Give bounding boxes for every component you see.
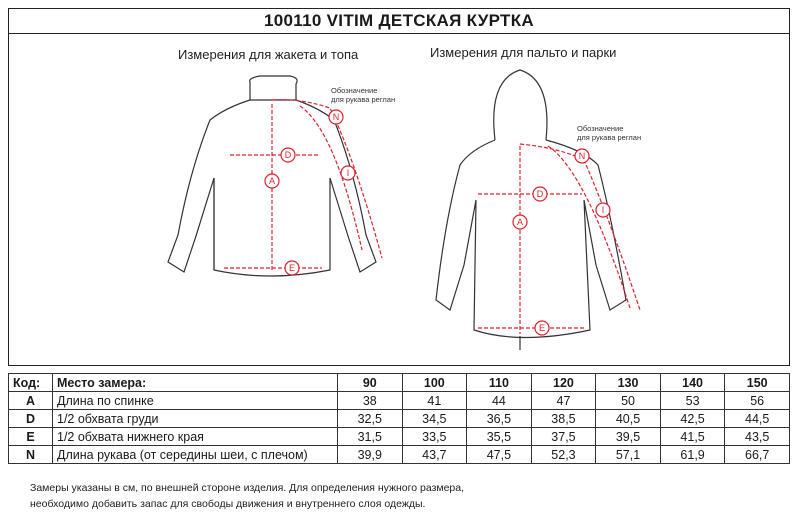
parka-d-label: D xyxy=(536,189,544,199)
parka-i-label: I xyxy=(601,205,605,215)
row-name: 1/2 обхвата нижнего края xyxy=(53,428,338,446)
jacket-a-label: A xyxy=(268,176,276,186)
row-value: 33,5 xyxy=(402,428,467,446)
parka-n-label: N xyxy=(578,151,586,161)
jacket-diagram-title: Измерения для жакета и топа xyxy=(178,47,359,62)
parka-hood xyxy=(494,70,547,140)
size-header: 110 xyxy=(467,374,532,392)
row-value: 35,5 xyxy=(467,428,532,446)
row-code: A xyxy=(9,392,53,410)
jacket-i-label: I xyxy=(346,168,350,178)
row-value: 50 xyxy=(596,392,661,410)
size-table xyxy=(8,373,790,464)
jacket-d-label: D xyxy=(284,150,292,160)
row-value: 38,5 xyxy=(531,410,596,428)
size-table-header xyxy=(9,374,790,392)
row-value: 41 xyxy=(402,392,467,410)
table-row xyxy=(9,428,790,446)
row-value: 47 xyxy=(531,392,596,410)
row-name: Длина по спинке xyxy=(53,392,338,410)
row-value: 39,9 xyxy=(338,446,403,464)
parka-diagram-title: Измерения для пальто и парки xyxy=(430,45,617,60)
row-name: 1/2 обхвата груди xyxy=(53,410,338,428)
row-value: 40,5 xyxy=(596,410,661,428)
row-value: 44,5 xyxy=(725,410,790,428)
place-header: Место замера: xyxy=(53,374,338,392)
jacket-collar xyxy=(250,76,297,100)
row-value: 43,5 xyxy=(725,428,790,446)
row-code: D xyxy=(9,410,53,428)
row-value: 52,3 xyxy=(531,446,596,464)
row-value: 56 xyxy=(725,392,790,410)
jacket-e-label: E xyxy=(288,263,296,273)
row-value: 31,5 xyxy=(338,428,403,446)
size-header: 120 xyxy=(531,374,596,392)
parka-a-label: A xyxy=(516,217,524,227)
table-row xyxy=(9,410,790,428)
row-code: N xyxy=(9,446,53,464)
size-header: 90 xyxy=(338,374,403,392)
jacket-n-label: N xyxy=(332,112,340,122)
footnote xyxy=(30,480,464,512)
row-name: Длина рукава (от середины шеи, с плечом) xyxy=(53,446,338,464)
size-header: 150 xyxy=(725,374,790,392)
row-value: 61,9 xyxy=(660,446,725,464)
footnote-line-1: Замеры указаны в см, по внешней стороне изделия. Для определения нужного размера, xyxy=(30,482,465,494)
row-value: 42,5 xyxy=(660,410,725,428)
table-row xyxy=(9,446,790,464)
row-value: 43,7 xyxy=(402,446,467,464)
page-title-text: 100110 VITIM ДЕТСКАЯ КУРТКА xyxy=(264,11,534,30)
jacket-raglan-note: Обозначение для рукава реглан xyxy=(331,86,396,104)
row-value: 37,5 xyxy=(531,428,596,446)
table-row xyxy=(9,392,790,410)
footnote-line-2: необходимо добавить запас для свободы движения и внутреннего слоя одежды. xyxy=(30,498,426,510)
size-header: 100 xyxy=(402,374,467,392)
row-value: 34,5 xyxy=(402,410,467,428)
parka-body xyxy=(436,140,626,338)
row-value: 32,5 xyxy=(338,410,403,428)
row-code: E xyxy=(9,428,53,446)
row-value: 53 xyxy=(660,392,725,410)
row-value: 44 xyxy=(467,392,532,410)
row-value: 57,1 xyxy=(596,446,661,464)
row-value: 41,5 xyxy=(660,428,725,446)
row-value: 66,7 xyxy=(725,446,790,464)
row-value: 36,5 xyxy=(467,410,532,428)
parka-raglan-note: Обозначение для рукава реглан xyxy=(577,124,642,142)
code-header: Код: xyxy=(9,374,53,392)
parka-e-label: E xyxy=(538,323,546,333)
row-value: 38 xyxy=(338,392,403,410)
row-value: 39,5 xyxy=(596,428,661,446)
size-header: 130 xyxy=(596,374,661,392)
row-value: 47,5 xyxy=(467,446,532,464)
size-header: 140 xyxy=(660,374,725,392)
